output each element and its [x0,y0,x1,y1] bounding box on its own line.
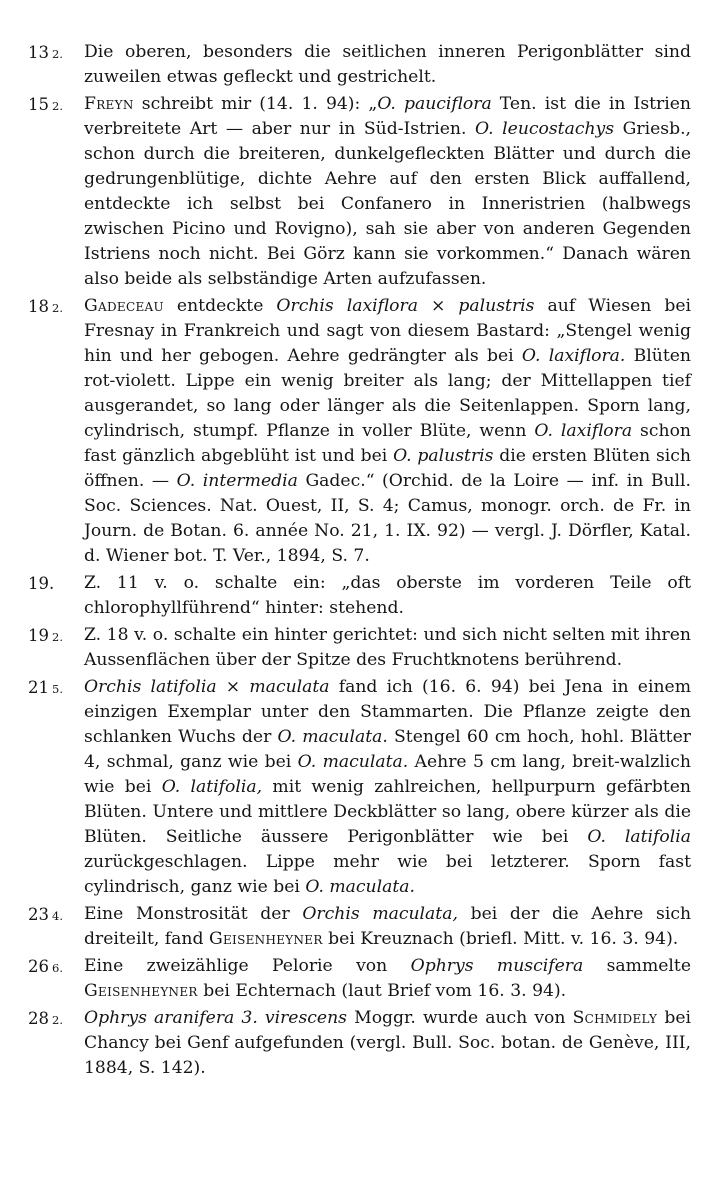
page-number: 21 [28,678,49,697]
author-name: Gadeceau [84,296,164,316]
page-reference [28,675,84,900]
page-reference [28,623,84,673]
author-name: Geisenheyner [208,929,323,949]
italic-taxon: O. maculata. [297,752,409,772]
page-number: 23 [28,905,49,924]
text-run: bei Echternach (laut Brief vom 16. 3. 94). [197,981,567,1001]
text-run: Aehre 5 cm lang, breit-walzlich wie bei [84,752,691,797]
addendum-entry [28,92,691,292]
line-number: 2. [52,1013,63,1027]
page-number: 13 [28,43,49,62]
text-run: sammelte [583,956,692,976]
text-run: Eine zweizählige Pelorie von [84,956,411,976]
line-number: 6. [52,961,63,975]
text-run: mit wenig zahlreichen, hellpurpurn gefärbten Blüten. Untere und mittlere Deckblätter so lang, obere kürzer als die Blüten. Seitliche äussere Perigonblätter wie bei [84,777,692,847]
text-run: bei Chancy bei Genf aufgefunden (vergl. Bull. Soc. botan. de Genève, III, 1884, S. 142). [84,1008,692,1078]
italic-taxon: O. latifolia [587,827,691,847]
italic-taxon: O. laxiflora [534,421,633,441]
text-run: bei der die Aehre sich dreiteilt, fand [84,904,692,949]
line-number: 5. [52,682,63,696]
entry-text [84,954,691,1004]
text-run: Ten. ist die in Istrien verbreitete Art — aber nur in Süd-Istrien. [84,94,691,139]
page-number: 28 [28,1009,49,1028]
page-number: 26 [28,957,49,976]
entry-text [84,294,691,569]
page-number: 18 [28,297,49,316]
author-name: Schmidely [572,1008,658,1028]
text-run: die ersten Blüten sich öffnen. — [84,446,691,491]
line-number: 4. [52,909,63,923]
addendum-entry [28,675,691,900]
page-reference [28,954,84,1004]
italic-taxon: Orchis latifolia × maculata [84,677,330,697]
italic-taxon: O. palustris [393,446,494,466]
italic-taxon: Orchis laxiflora × palustris [276,296,535,316]
italic-taxon: Ophrys muscifera [410,956,584,976]
italic-taxon: Ophrys aranifera 3. virescens [84,1008,347,1028]
addendum-entry [28,954,691,1004]
line-number: 2. [52,301,63,315]
entry-text [84,902,691,952]
text-run: fand ich (16. 6. 94) bei Jena in einem einzigen Exemplar unter den Stammarten. Die Pflanze zeigte den schlanken Wuchs der [84,677,691,747]
addendum-entry [28,1006,691,1081]
entry-text [84,675,691,900]
entry-text [84,623,691,673]
page-reference [28,571,84,621]
text-run: Griesb., schon durch die breiteren, dunkelgefleckten Blätter und durch die gedrungenblütige, dichte Aehre auf den ersten Blick auffallend, entdeckte ich selbst bei Confanero in Inneristrien (halbwegs zwischen Picino und Rovigno), sah sie aber von anderen Gegenden Istriens noch nicht. Bei Görz kann sie vorkommen.“ Danach wären also beide als selbständige Arten aufzufassen. [84,119,691,289]
page-reference [28,92,84,292]
page-number: 15 [28,95,49,114]
line-number: 2. [52,630,63,644]
text-run: Die oberen, besonders die seitlichen inneren Perigonblätter sind zuweilen etwas gefleckt und gestrichelt. [84,42,691,87]
text-run: Stengel 60 cm hoch, hohl. Blätter 4, schmal, ganz wie bei [84,727,691,772]
text-run: auf Wiesen bei Fresnay in Frankreich und sagt von diesem Bastard: „Stengel wenig hin und her gebogen. Aehre gedrängter als bei [84,296,691,366]
text-run: zurückgeschlagen. Lippe mehr wie bei letzterer. Sporn fast cylindrisch, ganz wie bei [84,852,691,897]
page-number: 19 [28,626,49,645]
addendum-entry [28,294,691,569]
text-run: Z. 18 v. o. schalte ein hinter gerichtet: und sich nicht selten mit ihren Aussenflächen über der Spitze des Fruchtknotens berührend. [84,625,691,670]
addendum-entry [28,623,691,673]
page-reference [28,902,84,952]
italic-taxon: O. pauciflora [377,94,492,114]
italic-taxon: O. maculata. [277,727,388,747]
text-run: schon fast gänzlich abgeblüht ist und bei [84,421,691,466]
text-run: schreibt mir (14. 1. 94): „ [133,94,378,114]
entry-text [84,571,691,621]
page-number: 19. [28,574,55,593]
italic-taxon: O. intermedia [176,471,298,491]
addendum-entry [28,571,691,621]
page-reference [28,1006,84,1081]
italic-taxon: O. laxiflora. [521,346,626,366]
entry-text [84,92,691,292]
author-name: Geisenheyner [84,981,198,1001]
page-reference [28,40,84,90]
text-run: entdeckte [163,296,277,316]
text-run: bei Kreuznach (briefl. Mitt. v. 16. 3. 94). [322,929,679,949]
page-reference [28,294,84,569]
text-run: Moggr. wurde auch von [347,1008,573,1028]
addendum-entry [28,40,691,90]
entry-text [84,40,691,90]
text-run: Gadec.“ (Orchid. de la Loire — inf. in Bull. Soc. Sciences. Nat. Ouest, II, S. 4; Camus, monogr. orch. de Fr. in Journ. de Botan. 6. année No. 21, 1. IX. 92) — vergl. J. Dörfler, Katal. d. Wiener bot. T. Ver., 1894, S. 7. [84,471,691,566]
addendum-entry [28,902,691,952]
italic-taxon: O. leucostachys [475,119,615,139]
italic-taxon: O. maculata. [305,877,415,897]
author-name: Freyn [84,94,134,114]
text-run: Eine Monstrosität der [84,904,303,924]
entry-text [84,1006,691,1081]
text-run: Blüten rot-violett. Lippe ein wenig breiter als lang; der Mittellappen tief ausgerandet, so lang oder länger als die Seitenlappen. Sporn lang, cylindrisch, stumpf. Pflanze in voller Blüte, wenn [84,346,692,441]
italic-taxon: O. latifolia, [161,777,263,797]
line-number: 2. [52,99,63,113]
text-run: Z. 11 v. o. schalte ein: „das oberste im vorderen Teile oft chlorophyllführend“ hinter: stehend. [84,573,691,618]
italic-taxon: Orchis maculata, [302,904,458,924]
line-number: 2. [52,47,63,61]
